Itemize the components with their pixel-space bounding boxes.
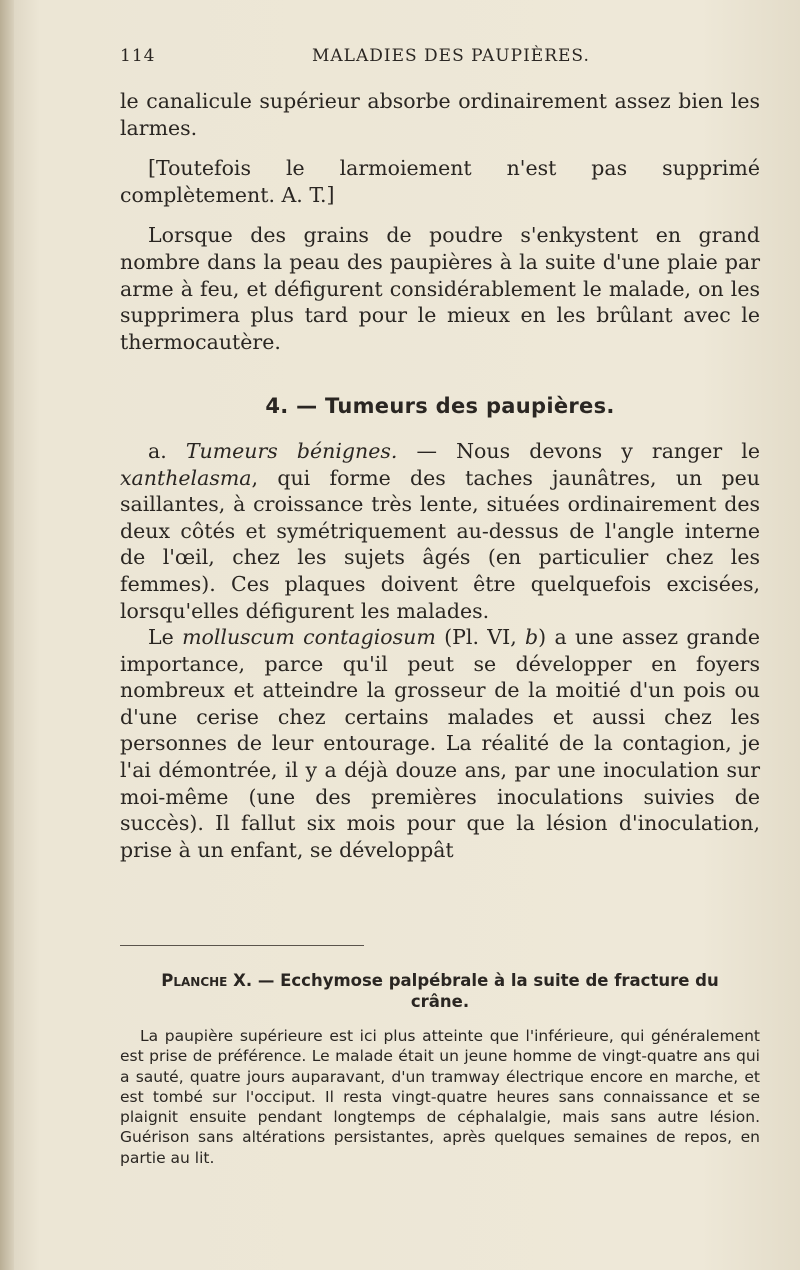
paragraph-text: (Pl. VI,	[435, 625, 526, 650]
page-number: 114	[120, 46, 156, 66]
paragraph-text: — Nous devons y ranger le	[397, 438, 760, 463]
section-heading: 4. — Tumeurs des paupières.	[265, 394, 615, 419]
paragraph-continuation: le canalicule supérieur absorbe ordinairement assez bien les larmes.	[120, 89, 760, 140]
italic-term: Tumeurs bénignes.	[185, 438, 398, 463]
plate-description: La paupière supérieure est ici plus atteinte que l'inférieure, qui généralement est prise de préférence. Le malade était un jeune homme de vingt-quatre ans qui a sauté, quatre jours auparavant, d'un tramway électrique encore en marche, et est tombé sur l'occiput. Il resta vingt-quatre heures sans connaissance et se plaignit ensuite pendant longtemps de céphalalgie, mais sans autre lésion. Guérison sans altérations persistantes, après quelques semaines de repos, en partie au lit.	[120, 1027, 760, 1167]
paragraph-editor-note: [Toutefois le larmoiement n'est pas supprimé complètement. A. T.]	[120, 156, 760, 207]
page-spine-shadow	[0, 0, 14, 1270]
body-text	[120, 88, 760, 863]
paragraph-benign-tumors	[120, 438, 760, 624]
plate-title-text: — Ecchymose palpébrale à la suite de fracture du crâne.	[252, 971, 719, 1011]
page-header	[120, 46, 760, 72]
paragraph-lead: a.	[148, 438, 186, 463]
plate-caption	[120, 970, 760, 1168]
italic-term: b	[525, 625, 539, 650]
paragraph-text: ) a une assez grande importance, parce qu'il peut se développer en foyers nombreux et atteindre la grosseur de la moitié d'un pois ou d'une cerise chez certains malades et aussi chez les personnes de leur entourage. La réalité de la contagion, je l'ai démontrée, il y a déjà douze ans, par une inoculation sur moi-même (une des premières inoculations suivies de succès). Il fallut six mois pour que la lésion d'inoculation, prise à un enfant, se développât	[120, 625, 760, 862]
italic-term: xanthelasma	[120, 465, 252, 490]
plate-title	[120, 970, 760, 1012]
paragraph-gunpowder: Lorsque des grains de poudre s'enkystent en grand nombre dans la peau des paupières à la suite d'une plaie par arme à feu, et défigurent considérablement le malade, on les supprimera plus tard pour le mieux en les brûlant avec le thermocautère.	[120, 223, 760, 354]
footnote-divider	[120, 945, 364, 946]
paragraph-text: , qui forme des taches jaunâtres, un peu saillantes, à croissance très lente, situées ordinairement des deux côtés et symétriquement au-dessus de l'angle interne de l'œil, chez les sujets âgés (en particulier chez les femmes). Ces plaques doivent être quelquefois excisées, lorsqu'elles défigurent les malades.	[120, 465, 760, 623]
italic-term: molluscum contagiosum	[182, 625, 436, 650]
paragraph-molluscum	[120, 624, 760, 863]
running-title: MALADIES DES PAUPIÈRES.	[312, 46, 590, 66]
plate-label: Planche X.	[161, 971, 253, 990]
paragraph-lead: Le	[148, 625, 183, 650]
